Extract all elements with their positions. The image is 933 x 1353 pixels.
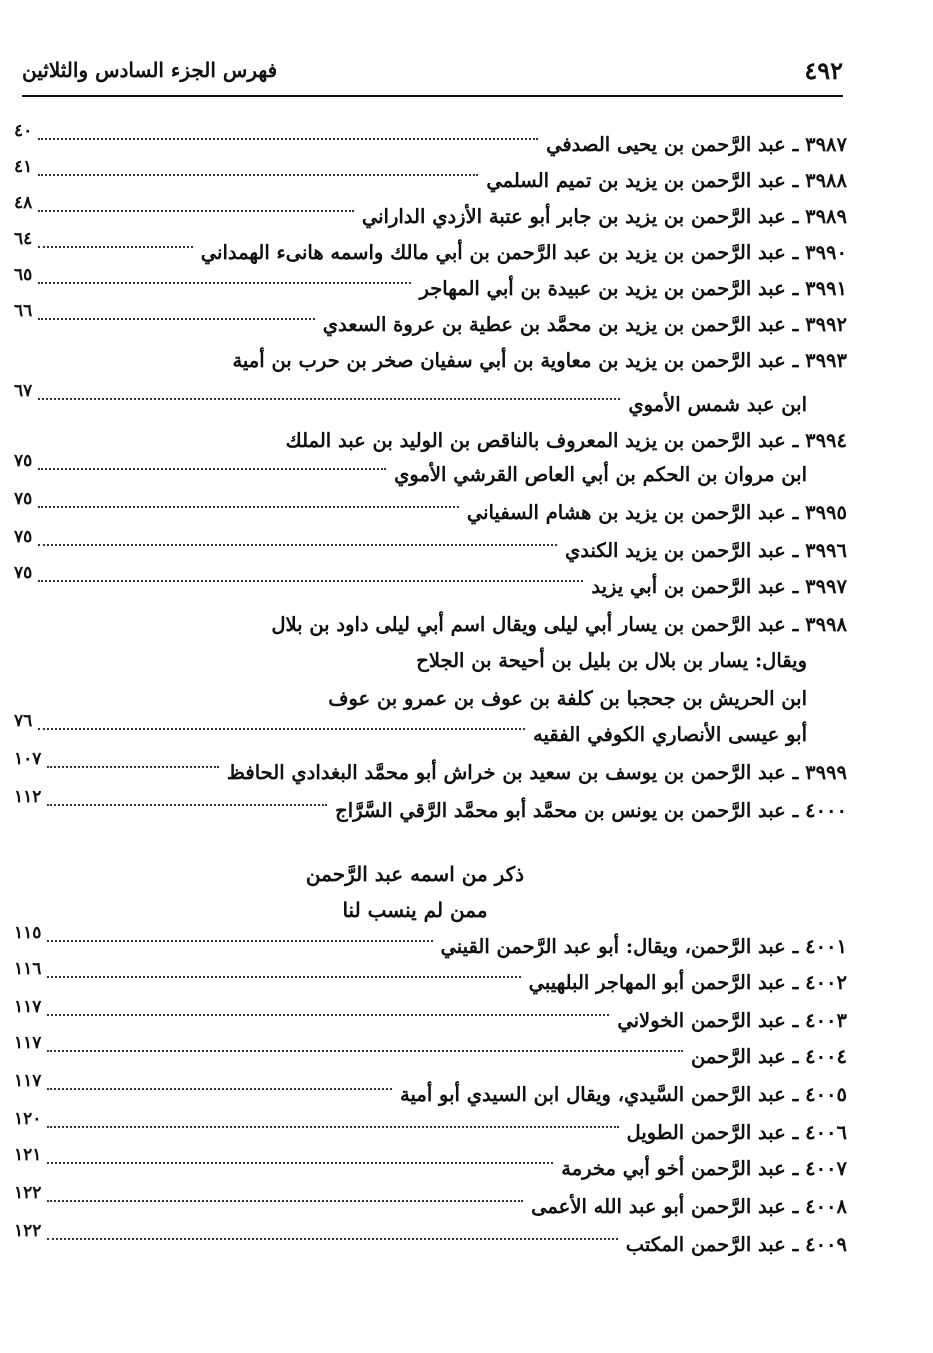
index-entry	[14, 1183, 847, 1222]
index-entry	[14, 301, 847, 340]
entry-page-number: ٤١	[14, 157, 33, 177]
index-entry	[14, 489, 847, 528]
dot-leader	[47, 940, 433, 942]
entry-page-number: ١١٥	[14, 923, 42, 943]
entry-text: ٤٠٠٦ ـ عبد الرَّحمن الطويل	[626, 1121, 847, 1144]
entry-page-number: ٦٥	[14, 265, 33, 285]
index-entry	[14, 265, 847, 304]
index-entry	[14, 1071, 847, 1110]
index-entry	[14, 563, 847, 602]
index-entry	[14, 711, 847, 750]
index-entry	[14, 1033, 847, 1072]
entry-text: ٣٩٩١ ـ عبد الرَّحمن بن يزيد بن عبيدة بن أبي المهاجر	[419, 277, 847, 300]
entry-page-number: ٦٦	[14, 301, 33, 321]
page-header	[22, 52, 843, 92]
section-heading-line2: ممن لم ينسب لنا	[342, 898, 488, 922]
index-entry	[14, 959, 847, 998]
entry-text: ويقال: يسار بن بلال بن بليل بن أحيحة بن الجلاح	[416, 649, 807, 672]
entry-text: ٣٩٩٤ ـ عبد الرَّحمن بن يزيد المعروف بالناقص بن الوليد بن عبد الملك	[285, 429, 847, 452]
entry-page-number: ٧٥	[14, 489, 33, 509]
index-entry	[14, 527, 847, 566]
dot-leader	[38, 728, 525, 730]
page-number: ٤٩٢	[804, 56, 843, 85]
index-entry	[14, 1109, 847, 1148]
dot-leader	[38, 544, 557, 546]
entry-page-number: ١٢٢	[14, 1221, 42, 1241]
dot-leader	[38, 580, 583, 582]
entry-page-number: ١٢١	[14, 1145, 42, 1165]
dot-leader	[38, 398, 620, 400]
entry-text: ٤٠٠١ ـ عبد الرَّحمن، ويقال: أبو عبد الرَّحمن القيني	[440, 935, 847, 958]
dot-leader	[38, 210, 354, 212]
dot-leader	[47, 1088, 392, 1090]
entry-page-number: ١١٢	[14, 787, 42, 807]
entry-text: ٣٩٩٧ ـ عبد الرَّحمن بن أبي يزيد	[591, 575, 847, 598]
entry-text: ٤٠٠٥ ـ عبد الرَّحمن السَّيدي، ويقال ابن السيدي أبو أمية	[400, 1083, 847, 1106]
index-entry	[14, 684, 847, 714]
entry-text: ٣٩٩٠ ـ عبد الرَّحمن بن يزيد بن عبد الرَّحمن بن أبي مالك واسمه هانىء الهمداني	[200, 241, 847, 264]
dot-leader	[38, 282, 411, 284]
index-entry	[14, 646, 847, 676]
index-entry	[14, 121, 847, 160]
dot-leader	[47, 976, 521, 978]
entry-text: ٣٩٩٥ ـ عبد الرَّحمن بن يزيد بن هشام السفياني	[466, 501, 847, 524]
entry-text: ٣٩٩٩ ـ عبد الرَّحمن بن يوسف بن سعيد بن خراش أبو محمَّد البغدادي الحافظ	[226, 761, 847, 784]
entry-text: ٤٠٠٨ ـ عبد الرَّحمن أبو عبد الله الأعمى	[531, 1195, 847, 1218]
entry-page-number: ٧٦	[14, 711, 33, 731]
entry-text: ٤٠٠٧ ـ عبد الرَّحمن أخو أبي مخرمة	[561, 1157, 847, 1180]
dot-leader	[47, 804, 327, 806]
index-entry	[14, 157, 847, 196]
entry-text: ٣٩٨٩ ـ عبد الرَّحمن بن يزيد بن جابر أبو عتبة الأزدي الداراني	[361, 205, 847, 228]
index-entry	[14, 787, 847, 826]
entry-text: ٣٩٨٨ ـ عبد الرَّحمن بن يزيد بن تميم السلمي	[486, 169, 847, 192]
index-entry	[14, 381, 847, 420]
entry-page-number: ١١٧	[14, 997, 42, 1017]
entry-page-number: ٧٥	[14, 451, 33, 471]
entry-page-number: ١٢٠	[14, 1109, 42, 1129]
dot-leader	[38, 468, 386, 470]
dot-leader	[38, 318, 315, 320]
dot-leader	[38, 506, 459, 508]
entry-page-number: ٦٧	[14, 381, 33, 401]
dot-leader	[47, 1050, 683, 1052]
dot-leader	[47, 1014, 609, 1016]
entry-page-number: ١٠٧	[14, 749, 42, 769]
dot-leader	[47, 1200, 523, 1202]
index-entry	[14, 229, 847, 268]
header-rule	[22, 95, 843, 97]
index-entry	[14, 749, 847, 788]
dot-leader	[38, 174, 478, 176]
index-entry	[14, 1221, 847, 1260]
entry-page-number: ٧٥	[14, 563, 33, 583]
entry-page-number: ١١٧	[14, 1033, 42, 1053]
entry-text: أبو عيسى الأنصاري الكوفي الفقيه	[533, 723, 807, 746]
entry-page-number: ٧٥	[14, 527, 33, 547]
index-entry	[14, 193, 847, 232]
index-entry	[14, 426, 847, 456]
dot-leader	[47, 1126, 619, 1128]
entry-page-number: ١٢٢	[14, 1183, 42, 1203]
running-title: فهرس الجزء السادس والثلاثين	[22, 58, 278, 82]
index-entry	[14, 346, 847, 376]
entry-page-number: ٤٠	[14, 121, 33, 141]
index-entry	[14, 451, 847, 490]
entry-text: ٤٠٠٤ ـ عبد الرَّحمن	[690, 1045, 847, 1068]
entry-page-number: ١١٧	[14, 1071, 42, 1091]
entry-page-number: ٦٤	[14, 229, 33, 249]
dot-leader	[38, 246, 193, 248]
index-entry	[14, 923, 847, 962]
entry-page-number: ١١٦	[14, 959, 42, 979]
entry-text: ابن عبد شمس الأموي	[628, 393, 807, 416]
dot-leader	[47, 1238, 618, 1240]
section-heading-line1: ذكر من اسمه عبد الرَّحمن	[305, 862, 525, 886]
entry-text: ٣٩٩٢ ـ عبد الرَّحمن بن يزيد بن محمَّد بن عطية بن عروة السعدي	[322, 313, 847, 336]
dot-leader	[47, 766, 219, 768]
index-entry	[14, 610, 847, 640]
entry-text: ٤٠٠٠ ـ عبد الرَّحمن بن يونس بن محمَّد أبو محمَّد الرَّقي السَّرَّاج	[335, 799, 847, 822]
entry-text: ٤٠٠٩ ـ عبد الرَّحمن المكتب	[625, 1233, 847, 1256]
entry-text: ابن الحريش بن جحجبا بن كلفة بن عوف بن عمرو بن عوف	[328, 687, 807, 710]
entry-text: ٤٠٠٣ ـ عبد الرَّحمن الخولاني	[617, 1009, 847, 1032]
entry-page-number: ٤٨	[14, 193, 33, 213]
dot-leader	[38, 138, 538, 140]
entry-text: ٣٩٨٧ ـ عبد الرَّحمن بن يحيى الصدفي	[546, 133, 847, 156]
entry-text: ٣٩٩٨ ـ عبد الرَّحمن بن يسار أبي ليلى ويقال اسم أبي ليلى داود بن بلال	[271, 613, 847, 636]
entry-text: ابن مروان بن الحكم بن أبي العاص القرشي الأموي	[394, 463, 807, 486]
entry-text: ٤٠٠٢ ـ عبد الرَّحمن أبو المهاجر البلهيبي	[528, 971, 847, 994]
dot-leader	[47, 1162, 553, 1164]
entry-text: ٣٩٩٦ ـ عبد الرَّحمن بن يزيد الكندي	[564, 539, 847, 562]
index-entry	[14, 997, 847, 1036]
index-entry	[14, 1145, 847, 1184]
entry-text: ٣٩٩٣ ـ عبد الرَّحمن بن يزيد بن معاوية بن أبي سفيان صخر بن حرب بن أمية	[232, 349, 847, 372]
